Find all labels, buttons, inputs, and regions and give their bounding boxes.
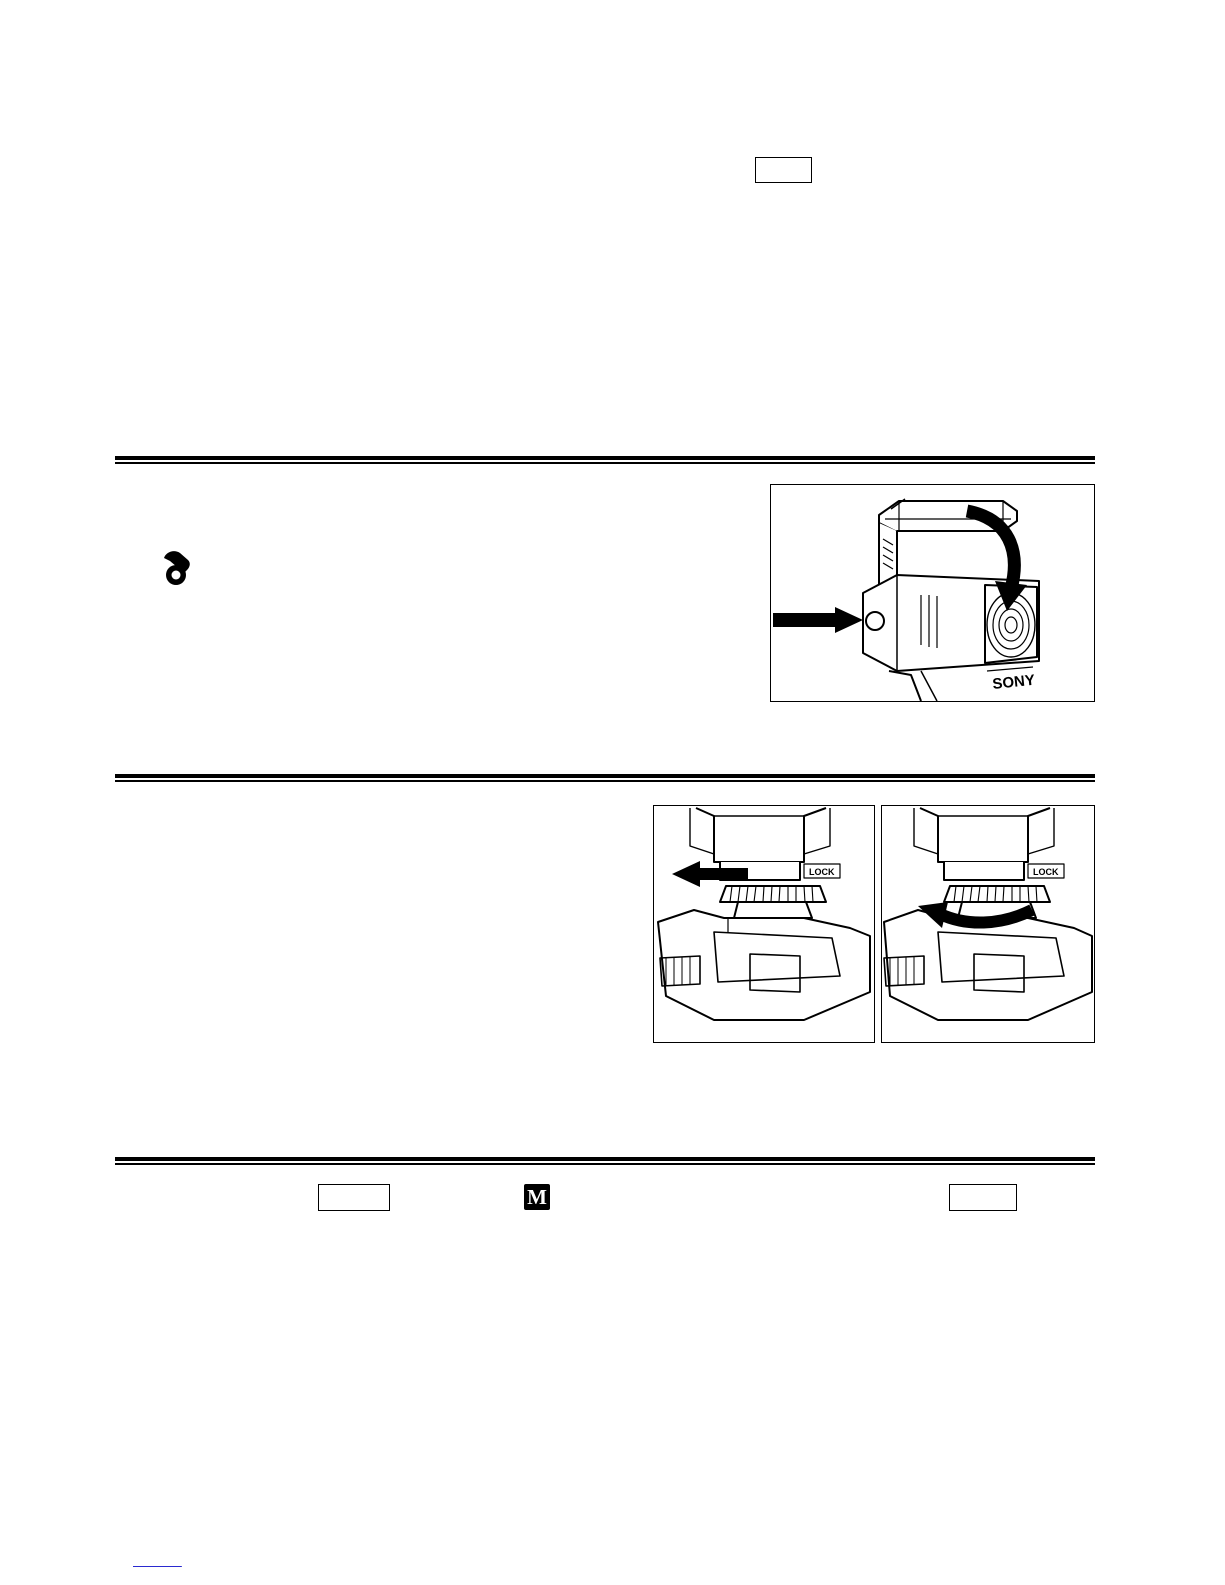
divider-thick-line [115,456,1095,460]
flash-head-icon [160,548,204,588]
divider-thin-line [115,780,1095,782]
figure-mount-slide-on [653,805,875,1043]
section-1-divider [115,456,1095,464]
divider-thin-line [115,1163,1095,1165]
svg-text:LOCK: LOCK [809,867,835,877]
mode-label-box-left [318,1184,390,1211]
section-3-divider [115,1157,1095,1165]
mode-label-box-right [949,1184,1017,1211]
footer-link[interactable] [133,1556,182,1568]
divider-thick-line [115,1157,1095,1161]
svg-text:SONY: SONY [991,671,1036,693]
figure-flash-head-tilt [770,484,1095,702]
figure-mount-lock-ring [881,805,1095,1043]
svg-text:LOCK: LOCK [1033,867,1059,877]
section-2-divider [115,774,1095,782]
top-empty-label-box [755,157,812,183]
divider-thin-line [115,462,1095,464]
mode-badge-m: M [524,1184,550,1210]
divider-thick-line [115,774,1095,778]
